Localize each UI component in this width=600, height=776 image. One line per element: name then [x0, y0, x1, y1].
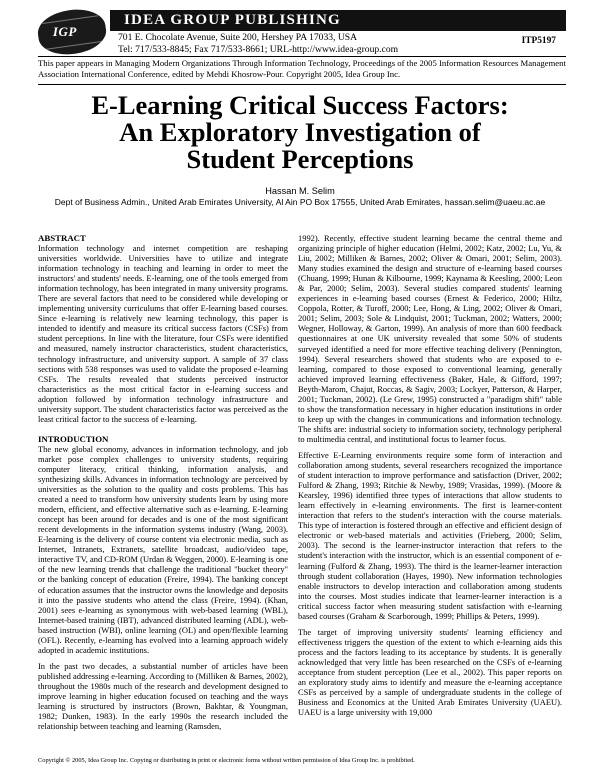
left-column: [38, 233, 288, 737]
title-line: An Exploratory Investigation of: [119, 117, 481, 147]
right-column: [298, 233, 562, 723]
publisher-address: [118, 32, 398, 55]
body-paragraph: Effective E-Learning environments require some form of interaction and collaboration among students, several researchers recognized the importance of student interaction to improve performance and satisfaction (Driver, 2002; Fulford & Zhang, 1993; Ritchie & Newby, 1989; Vrasidas, 1999). (Moore & Kearsley, 1996) identified three types of interactions that allow students to learn effectively in e-learning environments. The first is learner-content interaction that refers to the student's interaction with the course materials. This type of interaction is fostered through an effective and efficient design of electronic or web-based materials and activities (Frieberg, 2000; Selim, 2003). The second is the learner-instructor interaction that refers to the student's interaction with the instructor, which is an essential component of e-learning (Fulford & Zhang, 1993). The third is the learner-learner interaction through student collaboration (Hayes, 1990). New information technologies enable instructors to develop interaction and collaboration among students into the courses. Most studies indicate that learner-learner interaction is a critical success factor when measuring student satisfaction with e-learning based courses (Graham & Scarborough, 1999; Phillips & Peters, 1999).: [298, 449, 562, 621]
title-line: Student Perceptions: [186, 144, 414, 174]
body-paragraph: In the past two decades, a substantial number of articles have been published addressing e-learning. According to (Milliken & Barnes, 2002), throughout the 1980s much of the research and development designed to improve learning in higher education focused on teaching and the ways learning is structured by instructors (Brown, Bakhtar, & Youngman, 1982; Dunken, 1983). In the early 1990s the research included the relationship between teaching and learning (Ramsden,: [38, 660, 288, 732]
paper-code: ITP5197: [521, 36, 556, 46]
copyright-notice: Copyright © 2005, Idea Group Inc. Copying or distributing in print or electronic forms without written permission of Idea Group Inc. is prohibited.: [38, 757, 415, 764]
logo-text: IGP: [52, 23, 77, 39]
publisher-name: IDEA GROUP PUBLISHING: [110, 10, 566, 31]
body-paragraph: 1992). Recently, effective student learning became the central theme and organizing principle of higher education (Helmi, 2002; Katz, 2002; Lu, Yu, & Liu, 2002; Milliken & Barnes, 2002; Oliver & Omari, 2001; Selim, 2003). Many studies examined the design and structure of e-learning based courses (Chuang, 1999; Hunan & Kilbourne, 1999; Kaynama & Keesling, 2000; Leon & Par, 2000; Selim, 2003). Several studies compared students' learning experiences in e-learning based courses (Ernest & Federico, 2000; Hiltz, Coppola, Rotter, & Turoff, 2000; Lee, Hong, & Ling, 2002; Oliver & Omari, 2001; Selim, 2003; Sole & Lindquist, 2001; Tuckman, 2002; Watters, 2000; Wegner, Holloway, & Garton, 1999). An analysis of more than 600 feedback questionnaires at one UK university revealed that some 50% of students surveyed identified a need for more effective teaching delivery (Pennington, 1994). Several researchers showed that students who are exposed to e-learning, compared to those exposed to conventional learning, generally achieved improved learning effectiveness (Baker, Hale, & Gifford, 1997; Beyth-Marom, Chajut, Roccas, & Sagiv, 2003; Lockyer, Patterson, & Harper, 2001; Tuckman, 2002). (Le Grew, 1995) constructed a "paradigm shift" table to show the transformation necessary in higher education institutions in order to keep up with the changes in communications and information technology. The shifts are: industrial society to information society, technology peripheral to multimedia central, and institutional focus to learner focus.: [298, 233, 562, 444]
address-line: 701 E. Chocolate Avenue, Suite 200, Hershey PA 17033, USA: [118, 32, 358, 43]
body-paragraph: The new global economy, advances in information technology, and job market pose complex challenges to university students, requiring computer literacy, critical thinking, information analysis, and synthesizing skills. Advances in information technology are perceived by universities as the solution to the quality and costs problems. This has created a need to transform how university students learn by using more modern, efficient, and effective alternative such as e-learning. E-learning concept has been around for decades and is one of the most significant recent developments in the information systems industry (Wang, 2003). E-learning is the delivery of course content via electronic media, such as Internet, Intranets, Extranets, satellite broadcast, audio/video tape, interactive TV, and CD-ROM (Urdan & Weggen, 2000). E-learning is one of the new learning trends that challenge the traditional "bucket theory" or the banking concept of education (Freire, 1994). The banking concept of education assumes that the instructor owns the knowledge and deposits it into the passive students who attend the class (Freire, 1994). (Khan, 2001) sees e-learning as synonymous with web-based learning (WBL), Internet-based training (IBT), advanced distributed learning (ADL), web-based instruction (WBI), online learning (OL) and open/flexible learning (OFL). Recently, e-learning has evolved into a learning approach widely adopted in academic institutions.: [38, 443, 288, 655]
abstract-text: Information technology and internet competition are reshaping universities worldwide. Universities have to utilize and integrate information technology in teaching and learning in order to meet the instructors' and students' needs. E-learning, one of the tools emerged from information technology, has been integrated in many university programs. There are several factors that need to be considered while developing or implementing university curriculums that offer E-learning based courses. Since e-learning is relatively new learning technology, this paper is intended to identify and measure its critical success factors (CSFs) from student perceptions. In line with the literature, four CSFs were identified and measured, namely instructor characteristics, student characteristics, technology infrastructure, and university support. A sample of 37 class sections with 538 responses was used to validate the proposed e-learning CSFs. The results revealed that students perceived instructor characteristics as the most critical factor in e-learning success and adoption followed by information technology infrastructure and university support. The student characteristics factor was perceived as the least critical factor to the success of e-learning.: [38, 243, 288, 424]
body-paragraph: The target of improving university students' learning efficiency and effectiveness triggers the question of the extent to which e-learning aids this process and the factors leading to its acceptance by students. It is generally acknowledged that very little has been researched on the CSFs of e-learning acceptance from student perception (Lee et al., 2002). This paper reports on an exploratory study aims to identify and measure the e-learning acceptance CSFs as perceived by a sample of undergraduate students in the college of Business and Economics at the United Arab Emirates University (UAEU). UAEU is a large university with 19,000: [298, 626, 562, 718]
logo-stripe: [42, 15, 98, 24]
title-line: E-Learning Critical Success Factors:: [91, 90, 509, 120]
publisher-logo: [35, 5, 108, 58]
proceedings-note: This paper appears in Managing Modern Organizations Through Information Technology, Proceedings of the 2005 Information Resources Management Association International Conference, edited by Mehdi Khosrow-Pour. Copyright 2005, Idea Group Inc.: [38, 58, 566, 80]
contact-line: Tel: 717/533-8845; Fax 717/533-8661; URL-http://www.idea-group.com: [118, 43, 399, 55]
paper-title: [30, 92, 570, 173]
header-divider: [38, 84, 566, 85]
header-divider: [38, 56, 566, 57]
logo-stripe: [46, 41, 102, 50]
author-affiliation: Dept of Business Admin., United Arab Emirates University, Al Ain PO Box 17555, United Arab Emirates, hassan.selim@uaeu.ac.ae: [54, 197, 546, 207]
abstract-heading: ABSTRACT: [38, 233, 86, 243]
introduction-heading: INTRODUCTION: [38, 433, 109, 444]
author-name: Hassan M. Selim: [265, 186, 335, 196]
